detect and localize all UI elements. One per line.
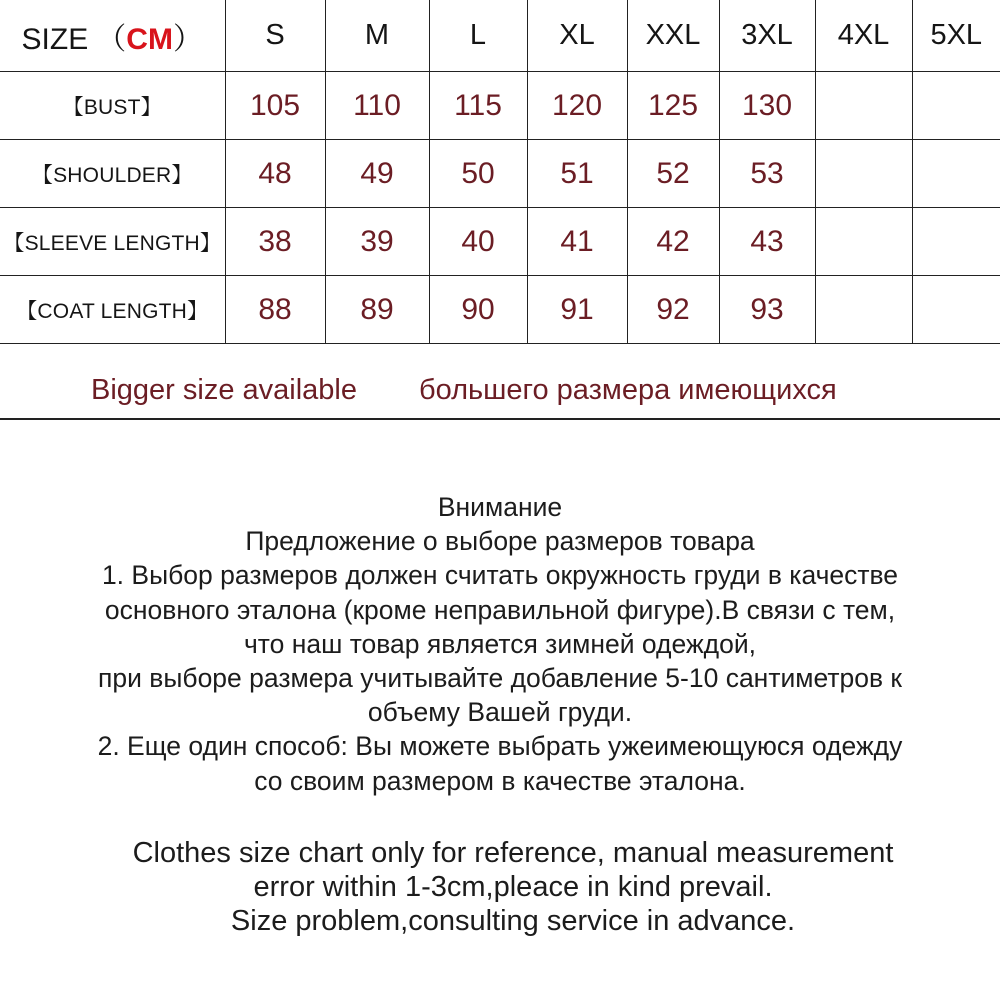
row-label-sleeve-length: 【SLEEVE LENGTH】 (0, 208, 225, 276)
unit-paren-close: ） (172, 22, 203, 56)
size-unit-header (0, 0, 225, 72)
table-cell (815, 140, 912, 208)
banner-english: Bigger size available (91, 374, 357, 406)
notes-line: при выборе размера учитывайте добавление 5-10 сантиметров к (98, 663, 902, 694)
table-cell: 110 (325, 72, 429, 140)
notes-line: Предложение о выборе размеров товара (245, 526, 755, 557)
size-header-row (0, 0, 1000, 72)
size-header-xl: XL (527, 0, 627, 72)
notes-line: со своим размером в качестве эталона. (254, 765, 746, 796)
bigger-size-banner (0, 354, 1000, 420)
size-header-3xl: 3XL (719, 0, 815, 72)
table-row-bust (0, 72, 1000, 140)
disclaimer-line: error within 1-3cm,pleace in kind prevail. (253, 871, 773, 903)
table-cell: 125 (627, 72, 719, 140)
disclaimer-line: Clothes size chart only for reference, manual measurement (132, 837, 894, 869)
size-header-xxl: XXL (627, 0, 719, 72)
table-cell: 43 (719, 208, 815, 276)
table-cell: 120 (527, 72, 627, 140)
table-cell (912, 140, 1000, 208)
table-cell: 89 (325, 276, 429, 344)
notes-line: Внимание (437, 492, 563, 522)
table-cell: 53 (719, 140, 815, 208)
disclaimer-line: Size problem,consulting service in advance. (230, 905, 796, 937)
table-cell (815, 72, 912, 140)
table-cell: 92 (627, 276, 719, 344)
table-cell (815, 208, 912, 276)
notes-line: 2. Еще один способ: Вы можете выбрать ужеимеющуюся одежду (97, 731, 903, 762)
table-cell: 42 (627, 208, 719, 276)
measurement-disclaimer (0, 836, 1000, 938)
size-header-4xl: 4XL (815, 0, 912, 72)
notes-line: объему Вашей груди. (367, 697, 633, 728)
row-label-bust: 【BUST】 (0, 72, 225, 140)
table-cell: 88 (225, 276, 325, 344)
table-cell (912, 72, 1000, 140)
table-cell (815, 276, 912, 344)
size-label: SIZE (21, 22, 89, 56)
unit-cm: CM (126, 22, 173, 56)
banner-russian: большего размера имеющихся (419, 374, 837, 406)
row-label-coat-length: 【COAT LENGTH】 (0, 276, 225, 344)
table-cell: 48 (225, 140, 325, 208)
size-header-s: S (225, 0, 325, 72)
table-cell: 41 (527, 208, 627, 276)
row-label-shoulder: 【SHOULDER】 (0, 140, 225, 208)
table-cell: 130 (719, 72, 815, 140)
table-cell: 93 (719, 276, 815, 344)
notes-line: 1. Выбор размеров должен считать окружность груди в качестве (101, 560, 899, 591)
table-cell: 51 (527, 140, 627, 208)
table-row-shoulder (0, 140, 1000, 208)
table-cell (912, 208, 1000, 276)
table-cell: 52 (627, 140, 719, 208)
table-cell: 49 (325, 140, 429, 208)
table-cell: 115 (429, 72, 527, 140)
table-cell: 50 (429, 140, 527, 208)
table-row-coat-length (0, 276, 1000, 344)
table-cell (912, 276, 1000, 344)
table-cell: 90 (429, 276, 527, 344)
table-row-sleeve-length (0, 208, 1000, 276)
notes-line: основного эталона (кроме неправильной фигуре).В связи с тем, (104, 594, 896, 625)
table-cell: 105 (225, 72, 325, 140)
unit-paren-open: （ (96, 22, 127, 56)
size-header-m: M (325, 0, 429, 72)
size-advice-notes (0, 490, 1000, 798)
size-header-5xl: 5XL (912, 0, 1000, 72)
table-cell: 40 (429, 208, 527, 276)
table-cell: 39 (325, 208, 429, 276)
notes-line: что наш товар является зимней одеждой, (243, 628, 757, 659)
table-cell: 91 (527, 276, 627, 344)
size-chart-table (0, 0, 1000, 344)
table-cell: 38 (225, 208, 325, 276)
size-header-l: L (429, 0, 527, 72)
